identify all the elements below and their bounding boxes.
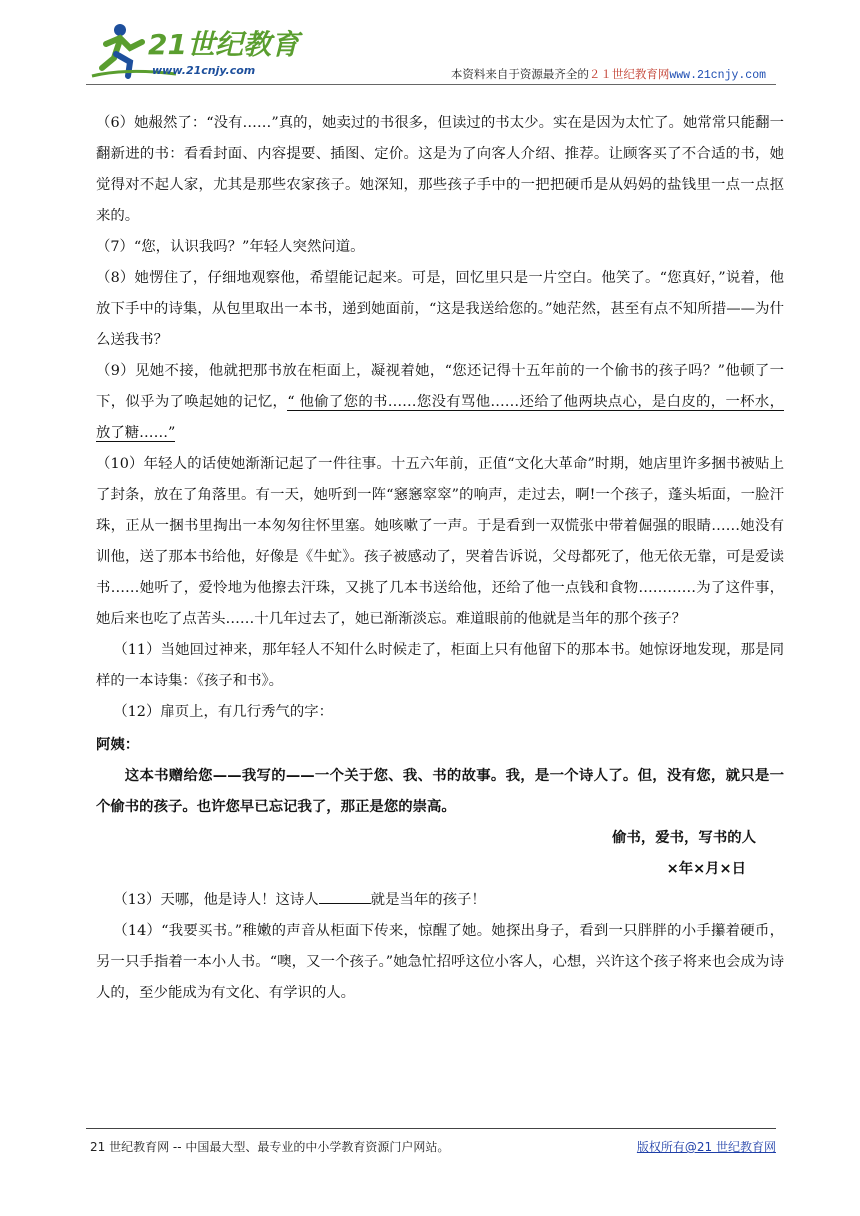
paragraph-8: （8）她愣住了，仔细地观察他，希望能记起来。可是，回忆里只是一片空白。他笑了。“您真好，”说着，他放下手中的诗集，从包里取出一本书，递到她面前，“这是我送给您的。”她茫然，甚至有点不知所措——为什么送我书？ [96, 270, 784, 348]
source-url-link[interactable]: www.21cnjy.com [669, 69, 766, 82]
source-note [451, 66, 766, 82]
paragraph-7: （7）“您，认识我吗？”年轻人突然问道。 [96, 239, 365, 255]
site-logo [86, 18, 306, 82]
paragraph-13-text-b: 就是当年的孩子！ [370, 892, 486, 908]
letter-body: 这本书赠给您——我写的——一个关于您、我、书的故事。我，是一个诗人了。但，没有您，就只是一个偷书的孩子。也许您早已忘记我了，那正是您的崇高。 [96, 768, 784, 815]
paragraph-9 [96, 356, 784, 449]
page-header [86, 18, 776, 84]
page-footer [90, 1138, 776, 1155]
logo-url: www.21cnjy.com [152, 64, 256, 77]
document-body [96, 108, 784, 1009]
paragraph-12: （12）扉页上，有几行秀气的字： [113, 704, 334, 720]
paragraph-13-text-a: （13）天哪，他是诗人！这诗人 [113, 892, 319, 908]
source-prefix: 本资料来自于资源最齐全的 [450, 67, 589, 81]
footer-site-description: 21 世纪教育网 -- 中国最大型、最专业的中小学教育资源门户网站。 [90, 1140, 450, 1154]
paragraph-10: （10）年轻人的话使她渐渐记起了一件往事。十五六年前，正值“文化大革命”时期，她店里许多捆书被贴上了封条，放在了角落里。有一天，她听到一阵“窸窸窣窣”的响声，走过去，啊!一个孩子，蓬头垢面，一脸汗珠，正从一捆书里掏出一本匆匆往怀里塞。她咳嗽了一声。于是看到一双慌张中带着倔强的眼睛……她没有训他，送了那本书给他，好像是《牛虻》。孩子被感动了，哭着告诉说，父母都死了，他无依无靠，可是爱读书……她听了，爱怜地为他擦去汗珠，又挑了几本书送给他，还给了他一点钱和食物…………为了这件事，她后来也吃了点苦头……十几年过去了，她已渐渐淡忘。难道眼前的他就是当年的那个孩子？ [96, 456, 784, 627]
paragraph-6: （6）她赧然了：“没有……”真的，她卖过的书很多，但读过的书太少。实在是因为太忙了。她常常只能翻一翻新进的书：看看封面、内容提要、插图、定价。这是为了向客人介绍、推荐。让顾客买了不合适的书，她觉得对不起人家，尤其是那些农家孩子。她深知，那些孩子手中的一把把硬币是从妈妈的盐钱里一点一点抠来的。 [96, 115, 784, 224]
letter-date: ×年×月×日 [666, 861, 746, 877]
paragraph-14: （14）“我要买书。”稚嫩的声音从柜面下传来，惊醒了她。她探出身子，看到一只胖胖的小手攥着硬币，另一只手指着一本小人书。“噢，又一个孩子。”她急忙招呼这位小客人，心想，兴许这个孩子将来也会成为诗人的，至少能成为有文化、有学识的人。 [96, 923, 784, 1001]
source-brand[interactable]: ２１世纪教育网 [588, 67, 670, 81]
logo-text: 21世纪教育 [148, 28, 299, 61]
letter-salutation: 阿姨： [96, 737, 140, 753]
paragraph-13 [96, 885, 784, 916]
footer-divider [86, 1128, 776, 1129]
underlined-quote: “ 他偷了您的书……您没有骂他……还给了他两块点心，是白皮的，一杯水，放了糖……” [96, 394, 784, 441]
fill-in-blank[interactable] [319, 889, 371, 904]
footer-copyright-link[interactable]: 版权所有@21 世纪教育网 [636, 1140, 776, 1154]
letter-signature: 偷书，爱书，写书的人 [612, 830, 756, 846]
paragraph-9-text: （9）见她不接，他就把那书放在柜面上，凝视着她，“您还记得十五年前的一个偷书的孩子吗？”他顿了一下，似乎为了唤起她的记忆， [96, 363, 784, 410]
header-divider [86, 84, 776, 85]
paragraph-11: （11）当她回过神来，那年轻人不知什么时候走了，柜面上只有他留下的那本书。她惊讶地发现，那是同样的一本诗集：《孩子和书》。 [96, 642, 784, 689]
